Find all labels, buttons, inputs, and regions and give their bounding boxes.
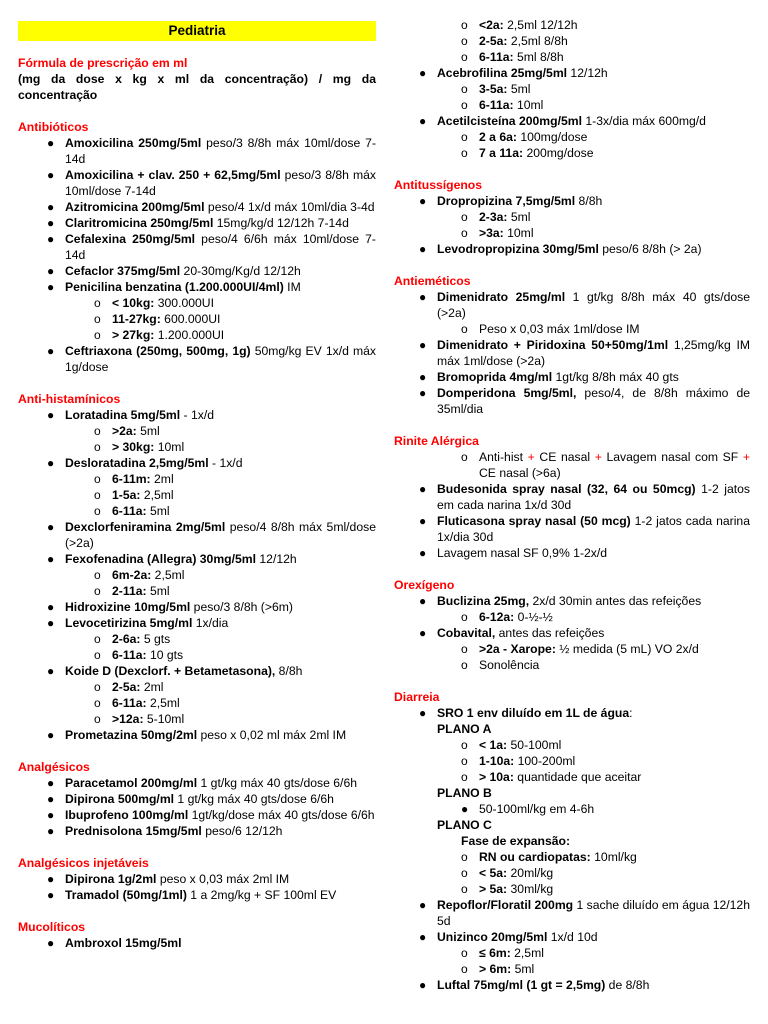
- plano-b-label: PLANO B: [437, 786, 492, 800]
- list-item: ● Repoflor/Floratil 200mg 1 sache diluído em água 12/12h 5d: [419, 898, 750, 928]
- list-item: ● Lavagem nasal SF 0,9% 1-2x/d: [419, 546, 608, 560]
- sub-item: o 7 a 11a: 200mg/dose: [461, 146, 594, 160]
- sub-item: o 6-11a: 2,5ml: [94, 696, 180, 710]
- list-item: ● Tramadol (50mg/1ml) 1 a 2mg/kg + SF 100ml EV: [47, 888, 337, 902]
- plus-sign: +: [527, 450, 535, 464]
- list-item: ● Claritromicina 250mg/5ml 15mg/kg/d 12/12h 7-14d: [47, 216, 349, 230]
- sub-item: o 2 a 6a: 100mg/dose: [461, 130, 588, 144]
- sub-item: o 6-12a: 0-½-½: [461, 610, 553, 624]
- sub-item: o 1-10a: 100-200ml: [461, 754, 576, 768]
- list-item: ● Acetilcisteína 200mg/5ml 1-3x/dia máx 600mg/d: [419, 114, 706, 128]
- sub-item: o 3-5a: 5ml: [461, 82, 531, 96]
- orexigeno-heading: Orexígeno: [394, 578, 455, 592]
- antibioticos-list: [18, 135, 376, 375]
- sub-item: o RN ou cardiopatas: 10ml/kg: [461, 850, 637, 864]
- sub-item: o < 1a: 50-100ml: [461, 738, 562, 752]
- sub-item: o > 6m: 5ml: [461, 962, 535, 976]
- page-title: Pediatria: [18, 21, 376, 41]
- anti-histaminicos-list: [18, 407, 376, 743]
- rinite-heading: Rinite Alérgica: [394, 434, 479, 448]
- list-item: ● Prometazina 50mg/2ml peso x 0,02 ml máx 2ml IM: [47, 728, 347, 742]
- sub-item: o 2-11a: 5ml: [94, 584, 170, 598]
- sub-item: o >2a: 5ml: [94, 424, 160, 438]
- list-item: ● Ambroxol 15mg/5ml: [47, 936, 182, 950]
- sub-item: o Peso x 0,03 máx 1ml/dose IM: [461, 322, 640, 336]
- plus-sign: +: [594, 450, 602, 464]
- list-item: ● Dropropizina 7,5mg/5ml 8/8h: [419, 194, 603, 208]
- sub-item: o >3a: 10ml: [461, 226, 534, 240]
- list-item: ● Levodropropizina 30mg/5ml peso/6 8/8h (> 2a): [419, 242, 702, 256]
- sub-item: o 6-11a: 10 gts: [94, 648, 184, 662]
- analgesicos-list: [18, 775, 376, 839]
- sub-item: o > 30kg: 10ml: [94, 440, 185, 454]
- sub-item: o 2-5a: 2ml: [94, 680, 164, 694]
- list-item: ● Cefaclor 375mg/5ml 20-30mg/Kg/d 12/12h: [47, 264, 301, 278]
- antiemeticos-heading: Antieméticos: [394, 274, 471, 288]
- plano-c-label: PLANO C: [437, 818, 492, 832]
- list-item: ● Ceftriaxona (250mg, 500mg, 1g) 50mg/kg EV 1x/d máx 1g/dose: [47, 344, 376, 374]
- analgesicos-injetaveis-heading: Analgésicos injetáveis: [18, 856, 149, 870]
- list-item: ● Cefalexina 250mg/5ml peso/4 6/6h máx 10ml/dose 7-14d: [47, 232, 376, 262]
- list-item: ● Azitromicina 200mg/5ml peso/4 1x/d máx 10ml/dia 3-4d: [47, 200, 375, 214]
- analgesicos-heading: Analgésicos: [18, 760, 90, 774]
- sub-item: ● 50-100ml/kg em 4-6h: [461, 802, 595, 816]
- sub-item: o < 5a: 20ml/kg: [461, 866, 554, 880]
- sub-item: o ≤ 6m: 2,5ml: [461, 946, 544, 960]
- list-item: ● Dimenidrato + Piridoxina 50+50mg/1ml 1,25mg/kg IM máx 1ml/dose (>2a): [419, 338, 750, 368]
- analgesicos-injetaveis-list: [18, 871, 376, 903]
- sub-item: o Sonolência: [461, 658, 540, 672]
- plano-a-label: PLANO A: [437, 722, 492, 736]
- list-item: ● Ibuprofeno 100mg/ml 1gt/kg/dose máx 40 gts/dose 6/6h: [47, 808, 375, 822]
- list-item: ● Dimenidrato 25mg/ml 1 gt/kg 8/8h máx 40 gts/dose (>2a): [419, 290, 751, 320]
- sub-item: o 6-11a: 5ml 8/8h: [461, 50, 564, 64]
- list-item: ● Bromoprida 4mg/ml 1gt/kg 8/8h máx 40 gts: [419, 370, 679, 384]
- anti-histaminicos-heading: Anti-histamínicos: [18, 392, 121, 406]
- list-item: ● Fluticasona spray nasal (50 mcg) 1-2 jatos cada narina 1x/dia 30d: [419, 514, 750, 544]
- list-item: ● Cobavital, antes das refeições: [419, 626, 605, 640]
- list-item: ● Loratadina 5mg/5ml - 1x/d: [47, 408, 215, 422]
- list-item: ● Hidroxizine 10mg/5ml peso/3 8/8h (>6m): [47, 600, 293, 614]
- list-item: ● Penicilina benzatina (1.200.000UI/4ml) IM: [47, 280, 301, 294]
- list-item: ● Budesonida spray nasal (32, 64 ou 50mcg) 1-2 jatos em cada narina 1x/d 30d: [419, 482, 750, 512]
- left-column: [18, 0, 376, 951]
- sub-item: o 6-11a: 10ml: [461, 98, 544, 112]
- list-item: ● Amoxicilina 250mg/5ml peso/3 8/8h máx 10ml/dose 7-14d: [47, 136, 376, 166]
- list-item: ● Amoxicilina + clav. 250 + 62,5mg/5ml peso/3 8/8h máx 10ml/dose 7-14d: [47, 168, 376, 198]
- sub-item: o 1-5a: 2,5ml: [94, 488, 174, 502]
- list-item: ● Levocetirizina 5mg/ml 1x/dia: [47, 616, 229, 630]
- sub-item: o >2a - Xarope: ½ medida (5 mL) VO 2x/d: [461, 642, 699, 656]
- list-item: ● Luftal 75mg/ml (1 gt = 2,5mg) de 8/8h: [419, 978, 650, 992]
- list-item: ● Desloratadina 2,5mg/5ml - 1x/d: [47, 456, 243, 470]
- sub-item: o 6m-2a: 2,5ml: [94, 568, 185, 582]
- formula-heading: Fórmula de prescrição em ml: [18, 56, 188, 70]
- right-column: [394, 0, 750, 993]
- list-item: ● Unizinco 20mg/5ml 1x/d 10d: [419, 930, 598, 944]
- sub-item: o Anti-hist + CE nasal + Lavagem nasal com SF + CE nasal (>6a): [461, 450, 750, 480]
- list-item: ● Domperidona 5mg/5ml, peso/4, de 8/8h máximo de 35ml/dia: [419, 386, 751, 416]
- list-item: ● Dexclorfeniramina 2mg/5ml peso/4 8/8h máx 5ml/dose (>2a): [47, 520, 376, 550]
- sub-item: o 2-3a: 5ml: [461, 210, 531, 224]
- plus-sign: +: [742, 450, 750, 464]
- list-item: ● Koide D (Dexclorf. + Betametasona), 8/8h: [47, 664, 303, 678]
- sub-item: o > 5a: 30ml/kg: [461, 882, 554, 896]
- list-item: ● Dipirona 500mg/ml 1 gt/kg máx 40 gts/dose 6/6h: [47, 792, 334, 806]
- sub-item: o 11-27kg: 600.000UI: [94, 312, 221, 326]
- list-item: ● Fexofenadina (Allegra) 30mg/5ml 12/12h: [47, 552, 297, 566]
- list-item: ● Prednisolona 15mg/5ml peso/6 12/12h: [47, 824, 283, 838]
- antitussigenos-heading: Antitussígenos: [394, 178, 483, 192]
- sub-item: o < 10kg: 300.000UI: [94, 296, 214, 310]
- fase-expansao-label: Fase de expansão:: [461, 834, 571, 848]
- list-item: ● Paracetamol 200mg/ml 1 gt/kg máx 40 gts/dose 6/6h: [47, 776, 357, 790]
- sub-item: o 2-6a: 5 gts: [94, 632, 171, 646]
- formula-text: (mg da dose x kg x ml da concentração) / mg da concentração: [18, 72, 376, 102]
- diarreia-heading: Diarreia: [394, 690, 440, 704]
- sub-item: o 6-11m: 2ml: [94, 472, 174, 486]
- sub-item: o 2-5a: 2,5ml 8/8h: [461, 34, 568, 48]
- list-item: ● Buclizina 25mg, 2x/d 30min antes das refeições: [419, 594, 702, 608]
- list-item: ● Acebrofilina 25mg/5ml 12/12h: [419, 66, 608, 80]
- list-item: ● Dipirona 1g/2ml peso x 0,03 máx 2ml IM: [47, 872, 290, 886]
- list-item: ● SRO 1 env diluído em 1L de água:: [419, 706, 633, 720]
- mucoliticos-heading: Mucolíticos: [18, 920, 86, 934]
- sub-item: o > 27kg: 1.200.000UI: [94, 328, 225, 342]
- sub-item: o 6-11a: 5ml: [94, 504, 170, 518]
- sub-item: o >12a: 5-10ml: [94, 712, 185, 726]
- antibioticos-heading: Antibióticos: [18, 120, 89, 134]
- sub-item: o > 10a: quantidade que aceitar: [461, 770, 642, 784]
- sub-item: o <2a: 2,5ml 12/12h: [461, 18, 578, 32]
